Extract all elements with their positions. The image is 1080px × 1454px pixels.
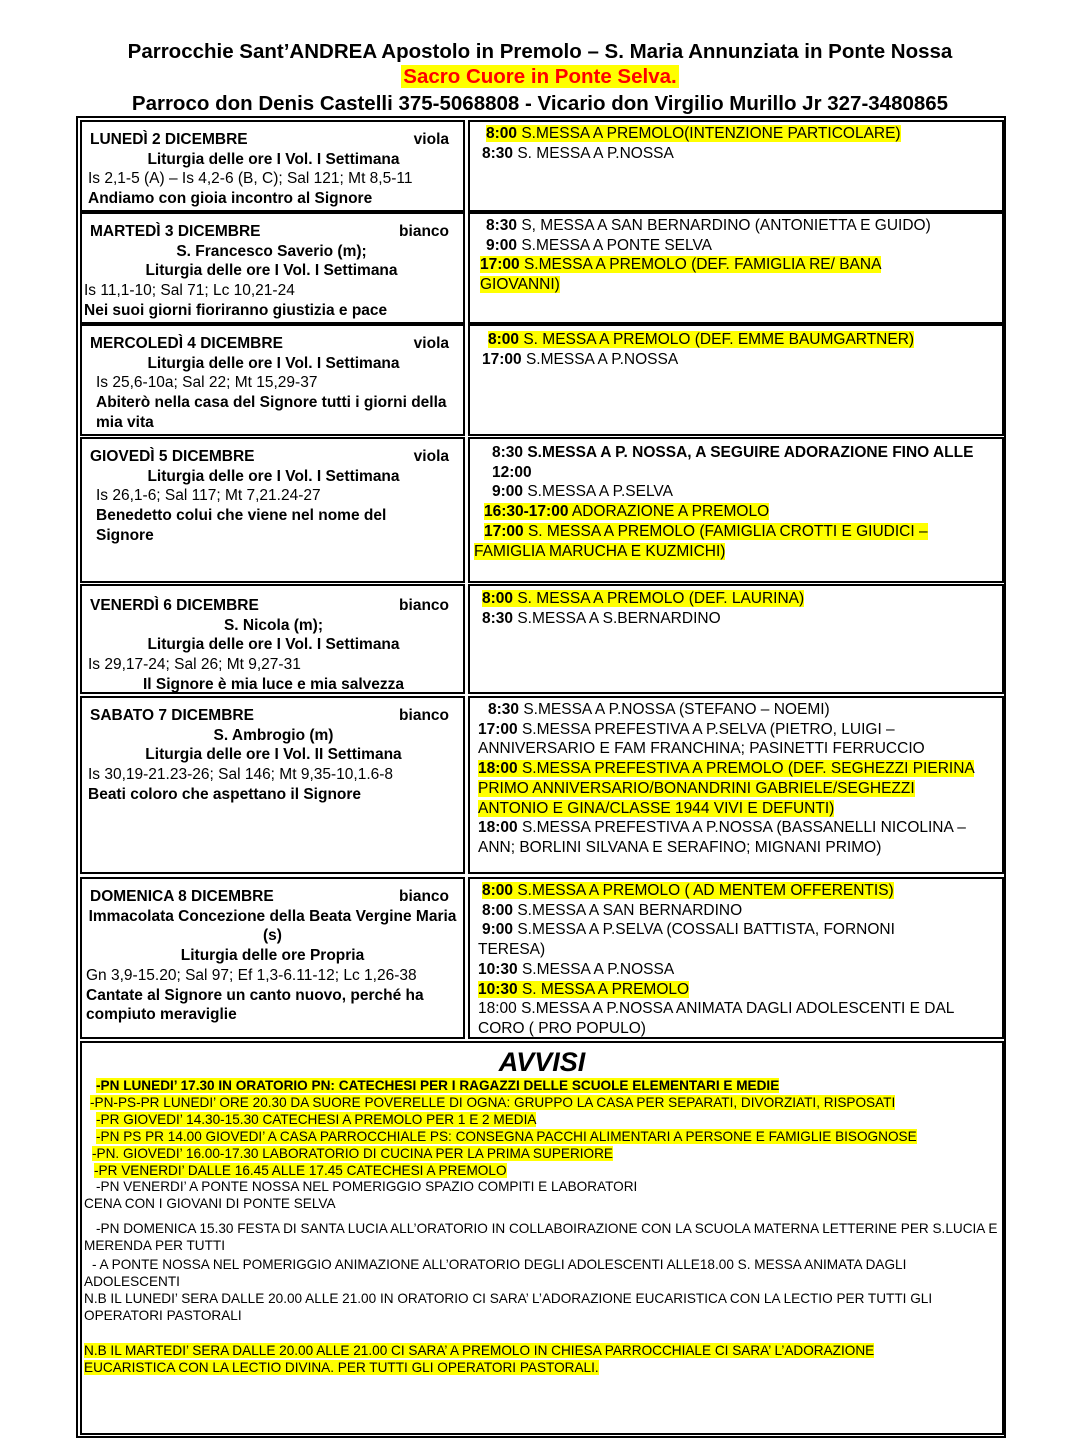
saint-of-day: Immacolata Concezione della Beata Vergine Maria (s) <box>88 907 457 945</box>
masses-saturday <box>468 696 1004 874</box>
readings: Is 2,1-5 (A) – Is 4,2-6 (B, C); Sal 121; Mt 8,5-11 <box>88 170 413 188</box>
masses-tuesday <box>468 212 1004 324</box>
liturgical-color: bianco <box>399 597 449 614</box>
liturgy-hours: Liturgia delle ore I Vol. I Settimana <box>145 262 398 280</box>
motto: Benedetto colui che viene nel nome del Signore <box>96 507 387 544</box>
day-title: GIOVEDÌ 5 DICEMBRE <box>90 448 255 465</box>
mass-entry: 18:00 S.MESSA A P.NOSSA ANIMATA DAGLI ADOLESCENTI E DAL CORO ( PRO POPULO) <box>478 1000 954 1037</box>
masses-sunday <box>468 877 1004 1039</box>
readings: Is 29,17-24; Sal 26; Mt 9,27-31 <box>88 656 301 674</box>
mass-entry: 18:00 S.MESSA PREFESTIVA A P.NOSSA (BASSANELLI NICOLINA – ANN; BORLINI SILVANA E SERAFINO; MIGNANI PRIMO) <box>478 819 966 856</box>
motto: Abiterò nella casa del Signore tutti i giorni della mia vita <box>96 394 447 431</box>
day-info-friday <box>80 584 465 694</box>
saint-of-day: S. Nicola (m); <box>223 616 324 634</box>
day-info-saturday <box>80 696 465 874</box>
mass-entry: 17:00 S.MESSA A P.NOSSA <box>482 350 679 368</box>
mass-entry: 8:30 S.MESSA A P. NOSSA, A SEGUIRE ADORAZIONE FINO ALLE 12:00 <box>492 444 974 481</box>
clergy-contacts: Parroco don Denis Castelli 375-5068808 - Vicario don Virgilio Murillo Jr 327-3480865 <box>131 92 949 115</box>
mass-entry: 16:30-17:00 ADORAZIONE A PREMOLO <box>484 503 770 521</box>
readings: Gn 3,9-15.20; Sal 97; Ef 1,3-6.11-12; Lc 1,26-38 <box>86 966 417 984</box>
mass-entry: 8:00 S.MESSA A PREMOLO ( AD MENTEM OFFERENTIS) <box>482 882 894 899</box>
liturgy-hours: Liturgia delle ore Propria <box>180 947 365 965</box>
readings: Is 26,1-6; Sal 117; Mt 7,21.24-27 <box>96 487 321 505</box>
mass-entry: 8:30 S. MESSA A P.NOSSA <box>482 144 674 162</box>
day-title: VENERDÌ 6 DICEMBRE <box>90 597 259 614</box>
parish-title: Parrocchie Sant’ANDREA Apostolo in Premolo – S. Maria Annunziata in Ponte Nossa <box>127 40 953 63</box>
liturgy-hours: Liturgia delle ore I Vol. I Settimana <box>147 467 400 485</box>
saint-of-day: S. Francesco Saverio (m); <box>176 242 367 260</box>
notice-item: -PN LUNEDI’ 17.30 IN ORATORIO PN: CATECHESI PER I RAGAZZI DELLE SCUOLE ELEMENTARI E MEDIE <box>96 1078 780 1093</box>
liturgical-color: bianco <box>399 888 449 905</box>
readings: Is 25,6-10a; Sal 22; Mt 15,29-37 <box>96 374 318 392</box>
liturgy-hours: Liturgia delle ore I Vol. I Settimana <box>147 636 400 654</box>
notice-item: -PR GIOVEDI’ 14.30-15.30 CATECHESI A PREMOLO PER 1 E 2 MEDIA <box>96 1111 537 1127</box>
mass-entry: 10:30 S.MESSA A P.NOSSA <box>478 960 675 978</box>
day-info-wednesday <box>80 324 465 436</box>
notice-item: N.B IL MARTEDI’ SERA DALLE 20.00 ALLE 21.00 CI SARA’ A PREMOLO IN CHIESA PARROCCHIALE CI SARA’ L’ADORAZIONE EUCARISTICA CON LA LECTIO DIVINA. PER TUTTI GLI OPERATORI PASTORALI. <box>84 1342 875 1375</box>
mass-entry: 18:00 S.MESSA PREFESTIVA A PREMOLO (DEF. SEGHEZZI PIERINA PRIMO ANNIVERSARIO/BONANDRINI GABRIELE/SEGHEZZI ANTONIO E GINA/CLASSE 1944 VIVI E DEFUNTI) <box>478 760 974 817</box>
notice-item: -PN PS PR 14.00 GIOVEDI’ A CASA PARROCCHIALE PS: CONSEGNA PACCHI ALIMENTARI A PERSONE E FAMIGLIE BISOGNOSE <box>96 1128 917 1144</box>
day-info-sunday <box>80 877 465 1039</box>
masses-monday <box>468 120 1004 212</box>
day-info-monday <box>80 120 465 212</box>
notices-title: AVVISI <box>498 1047 586 1077</box>
liturgical-color: viola <box>413 335 449 352</box>
day-title: SABATO 7 DICEMBRE <box>90 707 254 724</box>
motto: Il Signore è mia luce e mia salvezza <box>142 675 405 693</box>
mass-entry: 17:00 S. MESSA A PREMOLO (FAMIGLIA CROTTI E GIUDICI – FAMIGLIA MARUCHA E KUZMICHI) <box>474 522 928 560</box>
mass-entry: 17:00 S.MESSA PREFESTIVA A P.SELVA (PIETRO, LUIGI – ANNIVERSARIO E FAM FRANCHINA; PASINETTI FERRUCCIO <box>478 720 925 758</box>
notices-box <box>80 1041 1004 1435</box>
masses-thursday <box>468 437 1004 583</box>
masses-friday <box>468 584 1004 694</box>
mass-entry: 8:00 S. MESSA A PREMOLO (DEF. LAURINA) <box>482 590 805 607</box>
mass-entry: 8:30 S, MESSA A SAN BERNARDINO (ANTONIETTA E GUIDO) <box>486 217 931 234</box>
day-title: DOMENICA 8 DICEMBRE <box>90 888 274 905</box>
liturgical-color: viola <box>413 131 449 148</box>
day-info-tuesday <box>80 212 465 324</box>
saint-of-day: S. Ambrogio (m) <box>213 726 334 744</box>
liturgy-hours: Liturgia delle ore I Vol. II Settimana <box>145 746 402 764</box>
motto: Andiamo con gioia incontro al Signore <box>88 190 373 208</box>
motto: Nei suoi giorni fioriranno giustizia e pace <box>84 301 388 319</box>
mass-entry: 17:00 S.MESSA A PREMOLO (DEF. FAMIGLIA RE/ BANA GIOVANNI) <box>480 256 881 294</box>
parish-subtitle: Sacro Cuore in Ponte Selva. <box>403 65 677 88</box>
mass-entry: 8:00 S. MESSA A PREMOLO (DEF. EMME BAUMGARTNER) <box>488 331 915 348</box>
readings: Is 30,19-21.23-26; Sal 146; Mt 9,35-10,1.6-8 <box>88 766 394 784</box>
mass-entry: 8:30 S.MESSA A S.BERNARDINO <box>482 609 721 627</box>
motto: Beati coloro che aspettano il Signore <box>88 785 362 803</box>
mass-entry: 9:00 S.MESSA A P.SELVA (COSSALI BATTISTA, FORNONI TERESA) <box>478 921 895 959</box>
day-info-thursday <box>80 437 465 583</box>
notice-item: N.B IL LUNEDI’ SERA DALLE 20.00 ALLE 21.00 IN ORATORIO CI SARA’ L’ADORAZIONE EUCARISTICA CON LA LECTIO PER TUTTI GLI OPERATORI PASTORALI <box>84 1290 933 1323</box>
notice-item: CENA CON I GIOVANI DI PONTE SELVA <box>84 1196 336 1212</box>
mass-entry: 10:30 S. MESSA A PREMOLO <box>478 980 690 998</box>
notice-item: - A PONTE NOSSA NEL POMERIGGIO ANIMAZIONE ALL’ORATORIO DEGLI ADOLESCENTI ALLE18.00 S. MESSA ANIMATA DAGLI ADOLESCENTI <box>84 1257 907 1289</box>
liturgy-hours: Liturgia delle ore I Vol. I Settimana <box>147 354 400 372</box>
motto: Cantate al Signore un canto nuovo, perché ha compiuto meraviglie <box>86 986 424 1024</box>
readings: Is 11,1-10; Sal 71; Lc 10,21-24 <box>84 282 295 300</box>
mass-entry: 9:00 S.MESSA A P.SELVA <box>492 483 673 501</box>
day-title: MERCOLEDÌ 4 DICEMBRE <box>90 335 283 352</box>
notice-item: -PN VENERDI’ A PONTE NOSSA NEL POMERIGGIO SPAZIO COMPITI E LABORATORI <box>96 1179 638 1195</box>
notice-item: -PN. GIOVEDI’ 16.00-17.30 LABORATORIO DI CUCINA PER LA PRIMA SUPERIORE <box>92 1145 614 1161</box>
masses-wednesday <box>468 324 1004 436</box>
notice-item: -PN DOMENICA 15.30 FESTA DI SANTA LUCIA ALL’ORATORIO IN COLLABOIRAZIONE CON LA SCUOLA MATERNA LETTERINE PER S.LUCIA E MERENDA PER TUTTI <box>84 1221 998 1254</box>
liturgical-color: bianco <box>399 223 449 240</box>
mass-entry: 8:00 S.MESSA A SAN BERNARDINO <box>482 901 743 919</box>
mass-entry: 8:30 S.MESSA A P.NOSSA (STEFANO – NOEMI) <box>488 701 830 718</box>
day-title: LUNEDÌ 2 DICEMBRE <box>90 131 248 148</box>
liturgy-hours: Liturgia delle ore I Vol. I Settimana <box>147 150 400 168</box>
parish-subtitle-wrap <box>0 65 1080 89</box>
liturgical-color: viola <box>413 448 449 465</box>
mass-entry: 8:00 S.MESSA A PREMOLO(INTENZIONE PARTICOLARE) <box>486 125 901 142</box>
day-title: MARTEDÌ 3 DICEMBRE <box>90 223 261 240</box>
notice-item: -PN-PS-PR LUNEDI’ ORE 20.30 DA SUORE POVERELLE DI OGNA: GRUPPO LA CASA PER SEPARATI, DIVORZIATI, RISPOSATI <box>90 1094 896 1110</box>
notice-item: -PR VENERDI’ DALLE 16.45 ALLE 17.45 CATECHESI A PREMOLO <box>94 1162 507 1178</box>
liturgical-color: bianco <box>399 707 449 724</box>
mass-entry: 9:00 S.MESSA A PONTE SELVA <box>486 236 713 254</box>
